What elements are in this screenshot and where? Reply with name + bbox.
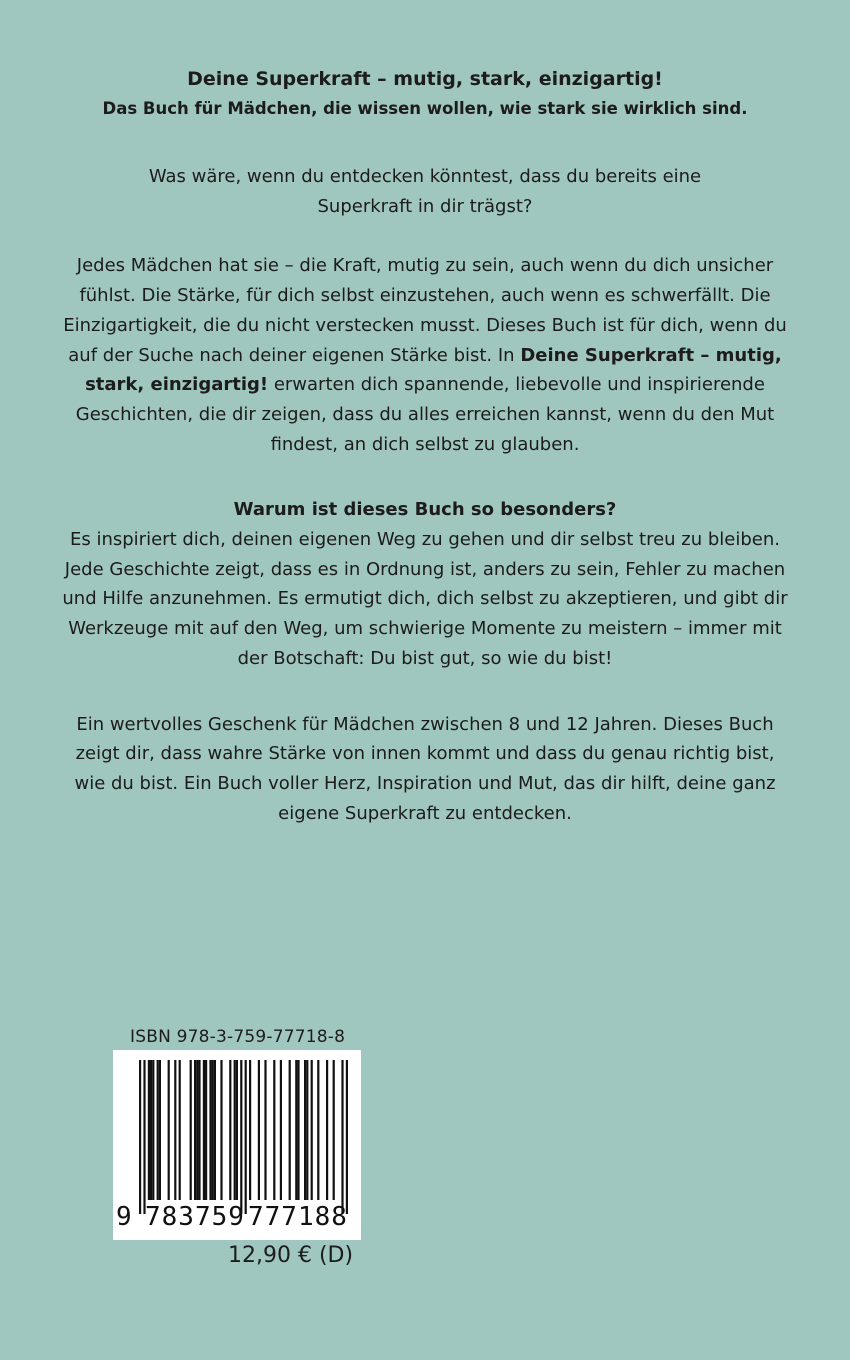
book-title: Deine Superkraft – mutig, stark, einzigartig! [187,68,663,90]
description-text-start: Jedes Mädchen hat sie – die Kraft, mutig zu sein, auch wenn du dich unsicher fühlst. Die Stärke, für dich selbst einzustehen, auch wenn es schwerfällt. Die Einzigartigkeit, die du nicht verstecken musst. Dieses Buch ist für dich, wenn du auf der Suche nach deiner eigenen Stärke bist. In [63,255,787,366]
barcode [113,1050,361,1240]
gift-paragraph: Ein wertvolles Geschenk für Mädchen zwischen 8 und 12 Jahren. Dieses Buch zeigt dir, dass wahre Stärke von innen kommt und dass du genau richtig bist, wie du bist. Ein Buch voller Herz, Inspiration und Mut, das dir hilft, deine ganz eigene Superkraft zu entdecken. [74,713,776,824]
barcode-bar [139,1060,141,1214]
barcode-bar [295,1060,297,1200]
barcode-bar [258,1060,260,1200]
barcode-bar [311,1060,313,1200]
barcode-right-group: 777188 [248,1202,348,1232]
barcode-bar [203,1060,205,1200]
description-text-end: erwarten dich spannende, liebevolle und inspirierende Geschichten, die dir zeigen, dass du alles erreichen kannst, wenn du den Mut findest, an dich selbst zu glauben. [75,374,775,455]
barcode-bar [148,1060,150,1200]
barcode-bar [234,1060,236,1200]
barcode-bar [214,1060,216,1200]
barcode-bar [168,1060,170,1200]
barcode-bar [212,1060,214,1200]
section-heading: Warum ist dieses Buch so besonders? [233,499,617,521]
barcode-bar [157,1060,159,1200]
barcode-bar [264,1060,266,1200]
barcode-bar [297,1060,299,1200]
barcode-bar [179,1060,181,1200]
book-subtitle: Das Buch für Mädchen, die wissen wollen, wie stark sie wirklich sind. [102,99,748,118]
barcode-bar [289,1060,291,1200]
barcode-bar [194,1060,196,1200]
why-special-paragraph: Es inspiriert dich, deinen eigenen Weg zu gehen und dir selbst treu zu bleiben. Jede Geschichte zeigt, dass es in Ordnung ist, anders zu sein, Fehler zu machen und Hilfe anzunehmen. Es ermutigt dich, dich selbst zu akzeptieren, und gibt dir Werkzeuge mit auf den Weg, um schwierige Momente zu meistern – immer mit der Botschaft: Du bist gut, so wie du bist! [62,529,788,669]
barcode-bar [304,1060,306,1200]
barcode-bar [229,1060,231,1200]
barcode-bar [205,1060,207,1200]
barcode-bar [240,1060,242,1214]
price-label: 12,90 € (D) [228,1243,354,1268]
description-paragraph [0,251,850,459]
barcode-bar [317,1060,319,1200]
barcode-bar [341,1060,343,1214]
barcode-bar [346,1060,348,1214]
barcode-bar [190,1060,192,1200]
isbn-label: ISBN 978-3-759-77718-8 [130,1027,346,1047]
barcode-bar [198,1060,200,1200]
intro-paragraph: Was wäre, wenn du entdecken könntest, dass du bereits eine Superkraft in dir trägst? [148,166,702,217]
barcode-first-digit: 9 [116,1202,133,1232]
barcode-bar [245,1060,247,1214]
barcode-bar [174,1060,176,1200]
barcode-bar [306,1060,308,1200]
barcode-bar [159,1060,161,1200]
barcode-bar [326,1060,328,1200]
barcode-bar [196,1060,198,1200]
barcode-bar [249,1060,251,1200]
barcode-bar [143,1060,145,1214]
barcode-bar [280,1060,282,1200]
barcode-bar [209,1060,211,1200]
barcode-bar [152,1060,154,1200]
barcode-left-group: 783759 [145,1202,245,1232]
barcode-bar [236,1060,238,1200]
barcode-bar [220,1060,222,1200]
description-book-title: Deine Superkraft – mutig, stark, einzigartig! [85,344,782,396]
barcode-bar [150,1060,152,1200]
barcode-bar [273,1060,275,1200]
barcode-bar [333,1060,335,1200]
back-cover-text [0,64,850,828]
